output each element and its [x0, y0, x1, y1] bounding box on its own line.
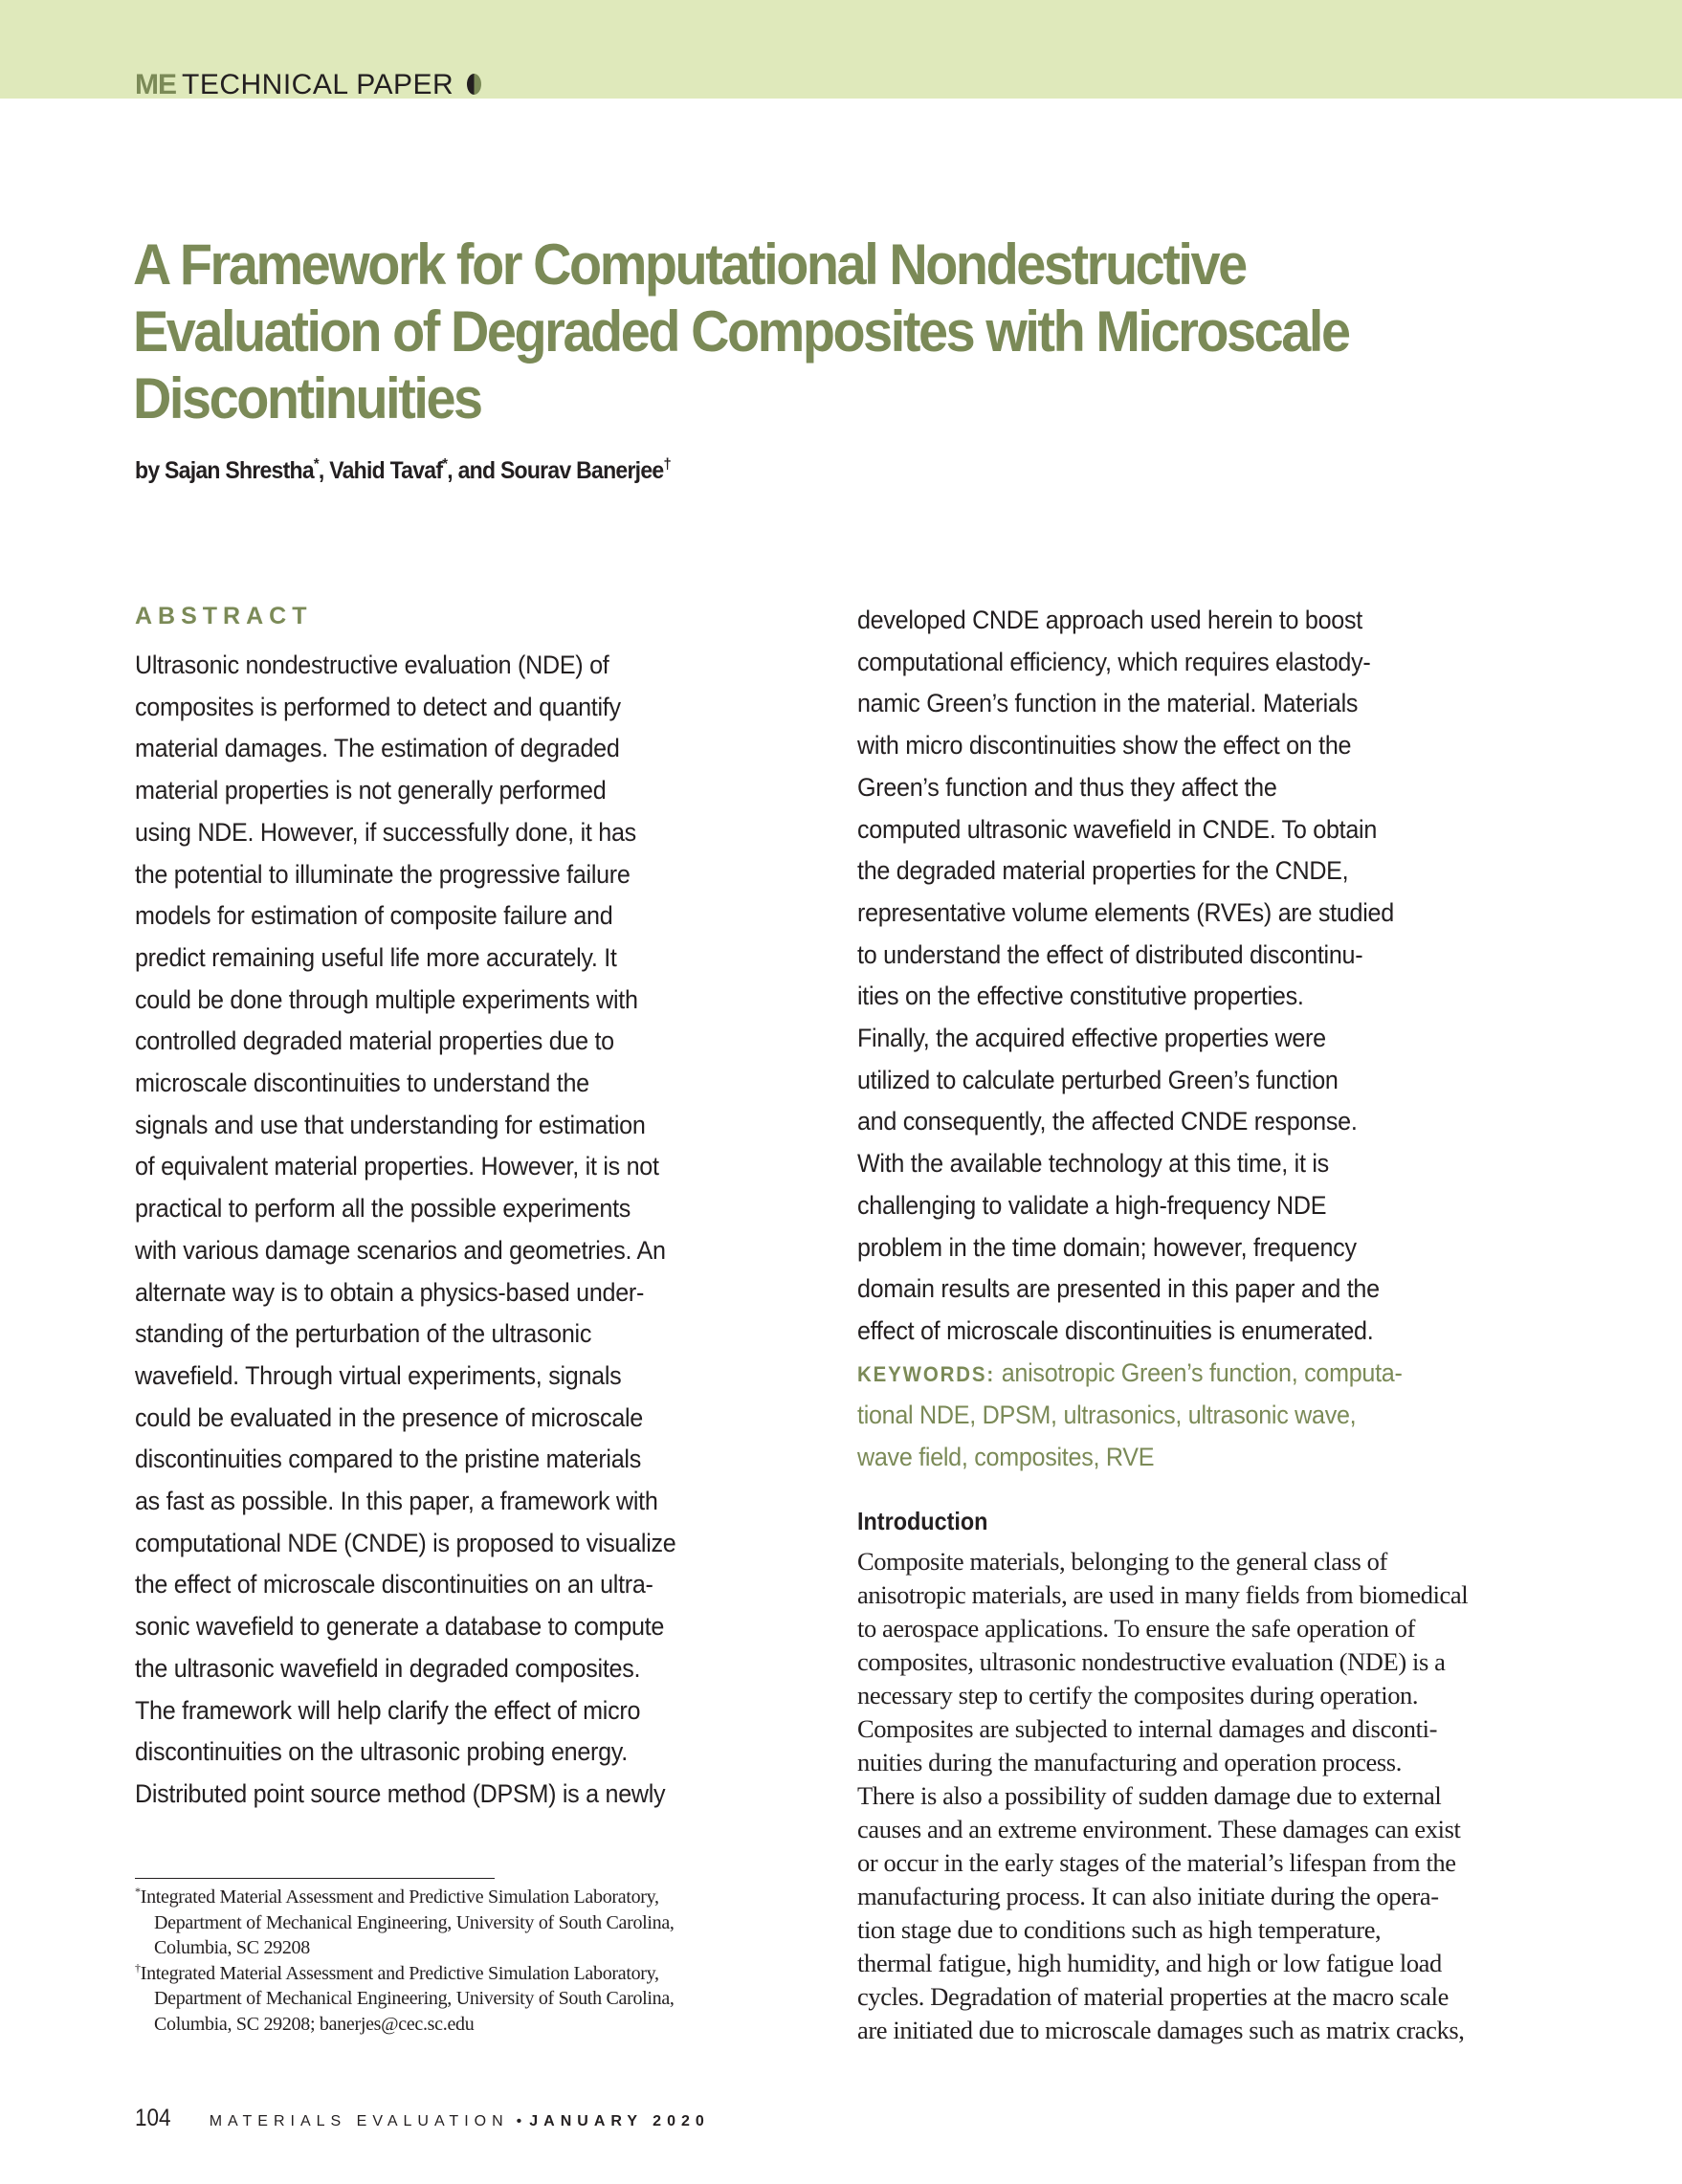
abstract-line: composites is performed to detect and quantify	[135, 692, 621, 721]
introduction-line: anisotropic materials, are used in many fields from biomedical	[857, 1580, 1469, 1609]
page-footer	[135, 2105, 710, 2132]
abstract-line: material damages. The estimation of degraded	[135, 734, 620, 763]
abstract-line: domain results are presented in this paper and the	[857, 1274, 1380, 1304]
abstract-line: discontinuities on the ultrasonic probing energy.	[135, 1737, 628, 1767]
abstract-left-column	[135, 645, 795, 1816]
issue-date: JANUARY 2020	[529, 2113, 710, 2129]
footnote-divider	[135, 1878, 495, 1879]
abstract-line: the effect of microscale discontinuities on an ultra-	[135, 1570, 653, 1599]
keywords	[857, 1353, 1546, 1479]
keywords-line: anisotropic Green’s function, computa-	[995, 1357, 1403, 1387]
abstract-line: utilized to calculate perturbed Green’s function	[857, 1065, 1339, 1094]
abstract-line: microscale discontinuities to understand the	[135, 1069, 589, 1098]
abstract-line: could be done through multiple experiments with	[135, 984, 638, 1014]
byline	[135, 457, 671, 485]
introduction-line: necessary step to certify the composites during operation.	[857, 1681, 1419, 1710]
abstract-line: controlled degraded material properties due to	[135, 1026, 614, 1056]
abstract-line: The framework will help clarify the effect of micro	[135, 1695, 641, 1725]
abstract-line: challenging to validate a high-frequency NDE	[857, 1190, 1327, 1220]
introduction-line: causes and an extreme environment. These damages can exist	[857, 1815, 1461, 1843]
introduction-line: thermal fatigue, high humidity, and high or low fatigue load	[857, 1949, 1442, 1977]
footnote-text: Integrated Material Assessment and Predictive Simulation Laboratory,	[140, 1886, 659, 1908]
introduction-body	[857, 1545, 1546, 2047]
footnote-mark: *	[135, 1885, 141, 1898]
abstract-line: the ultrasonic wavefield in degraded composites.	[135, 1653, 641, 1683]
author-sep: , and	[447, 457, 496, 484]
introduction-line: or occur in the early stages of the material’s lifespan from the	[857, 1848, 1456, 1877]
introduction-line: are initiated due to microscale damages such as matrix cracks,	[857, 2016, 1465, 2044]
abstract-line: using NDE. However, if successfully done, it has	[135, 817, 636, 847]
paper-title	[133, 232, 1486, 432]
abstract-line: standing of the perturbation of the ultrasonic	[135, 1319, 592, 1349]
author-mark: *	[442, 456, 448, 473]
abstract-line: as fast as possible. In this paper, a framework with	[135, 1487, 658, 1516]
page-number: 104	[135, 2105, 171, 2131]
title-line: A Framework for Computational Nondestructive	[133, 232, 1246, 297]
abstract-line: Green’s function and thus they affect the	[857, 772, 1277, 802]
abstract-line: could be evaluated in the presence of microscale	[135, 1402, 643, 1432]
introduction-line: There is also a possibility of sudden damage due to external	[857, 1781, 1442, 1810]
title-line: Evaluation of Degraded Composites with Microscale	[133, 299, 1349, 364]
abstract-line: computational efficiency, which requires elastody-	[857, 647, 1371, 676]
abstract-line: with micro discontinuities show the effect on the	[857, 731, 1352, 761]
abstract-line: Ultrasonic nondestructive evaluation (NDE) of	[135, 651, 609, 679]
abstract-line: with various damage scenarios and geometries. An	[135, 1235, 666, 1265]
abstract-line: discontinuities compared to the pristine materials	[135, 1445, 641, 1474]
author-name: Sourav Banerjee	[499, 457, 664, 484]
footnote-text: Integrated Material Assessment and Predictive Simulation Laboratory,	[140, 1962, 659, 1984]
title-line: Discontinuities	[133, 366, 481, 430]
keywords-line: wave field, composites, RVE	[857, 1443, 1155, 1472]
introduction-line: manufacturing process. It can also initiate during the opera-	[857, 1882, 1439, 1910]
abstract-line: namic Green’s function in the material. Materials	[857, 689, 1359, 718]
abstract-line: Finally, the acquired effective properties were	[857, 1024, 1326, 1053]
abstract-line: sonic wavefield to generate a database to compute	[135, 1612, 665, 1642]
abstract-line: the potential to illuminate the progressive failure	[135, 859, 631, 889]
abstract-line: effect of microscale discontinuities is enumerated.	[857, 1315, 1374, 1345]
introduction-line: cycles. Degradation of material properties at the macro scale	[857, 1982, 1449, 2011]
abstract-line: and consequently, the affected CNDE response.	[857, 1107, 1358, 1136]
byline-prefix: by	[135, 457, 160, 484]
abstract-line: material properties is not generally performed	[135, 776, 607, 805]
keywords-line: tional NDE, DPSM, ultrasonics, ultrasonic wave,	[857, 1401, 1357, 1430]
abstract-line: the degraded material properties for the CNDE,	[857, 856, 1349, 886]
abstract-line: representative volume elements (RVEs) are studied	[857, 897, 1394, 927]
author-sep: ,	[318, 457, 324, 484]
introduction-line: tion stage due to conditions such as high temperature,	[857, 1915, 1382, 1944]
abstract-line: of equivalent material properties. However, it is not	[135, 1152, 659, 1181]
journal-name: MATERIALS EVALUATION	[209, 2113, 509, 2129]
footnote-line	[135, 1885, 805, 1910]
footnote-line: Department of Mechanical Engineering, University of South Carolina,	[154, 1911, 675, 1933]
footer-bullet: •	[516, 2113, 522, 2129]
introduction-heading: Introduction	[857, 1507, 988, 1535]
author-mark: *	[313, 456, 319, 473]
footnote-line: Columbia, SC 29208	[154, 1937, 310, 1958]
abstract-line: alternate way is to obtain a physics-based under-	[135, 1277, 645, 1307]
kicker-brand: ME	[135, 69, 176, 100]
abstract-line: computed ultrasonic wavefield in CNDE. To obtain	[857, 814, 1378, 844]
author-mark: †	[663, 456, 671, 473]
kicker-label: TECHNICAL PAPER	[182, 69, 454, 100]
introduction-line: composites, ultrasonic nondestructive evaluation (NDE) is a	[857, 1647, 1446, 1676]
footnote-mark: †	[135, 1960, 141, 1974]
abstract-line: developed CNDE approach used herein to boost	[857, 606, 1362, 634]
introduction-line: to aerospace applications. To ensure the safe operation of	[857, 1614, 1415, 1643]
abstract-right-column	[857, 600, 1546, 1479]
abstract-line: computational NDE (CNDE) is proposed to visualize	[135, 1528, 676, 1557]
abstract-line: to understand the effect of distributed discontinu-	[857, 939, 1363, 969]
abstract-heading: ABSTRACT	[135, 603, 313, 629]
introduction-line: Composite materials, belonging to the general class of	[857, 1547, 1387, 1576]
abstract-line: predict remaining useful life more accurately. It	[135, 942, 617, 972]
introduction-line: nuities during the manufacturing and operation process.	[857, 1748, 1402, 1776]
abstract-line: With the available technology at this time, it is	[857, 1149, 1329, 1179]
abstract-line: practical to perform all the possible experiments	[135, 1194, 631, 1224]
section-kicker	[135, 71, 481, 99]
footnotes	[135, 1885, 805, 2037]
abstract-line: models for estimation of composite failure and	[135, 901, 613, 931]
half-circle-icon	[467, 74, 481, 95]
abstract-line: signals and use that understanding for estimation	[135, 1110, 646, 1139]
abstract-line: problem in the time domain; however, frequency	[857, 1232, 1357, 1262]
footnote-line: Department of Mechanical Engineering, University of South Carolina,	[154, 1988, 675, 2009]
author-name: Sajan Shrestha	[165, 457, 314, 484]
footnote-line	[135, 1961, 805, 1987]
abstract-line: ities on the effective constitutive properties.	[857, 982, 1304, 1011]
abstract-line: wavefield. Through virtual experiments, signals	[135, 1360, 622, 1390]
keywords-label: KEYWORDS:	[857, 1361, 996, 1386]
abstract-line: Distributed point source method (DPSM) is a newly	[135, 1778, 666, 1808]
author-name: Vahid Tavaf	[329, 457, 443, 484]
footnote-line: Columbia, SC 29208; banerjes@cec.sc.edu	[154, 2013, 475, 2035]
introduction-line: Composites are subjected to internal damages and disconti-	[857, 1714, 1438, 1743]
